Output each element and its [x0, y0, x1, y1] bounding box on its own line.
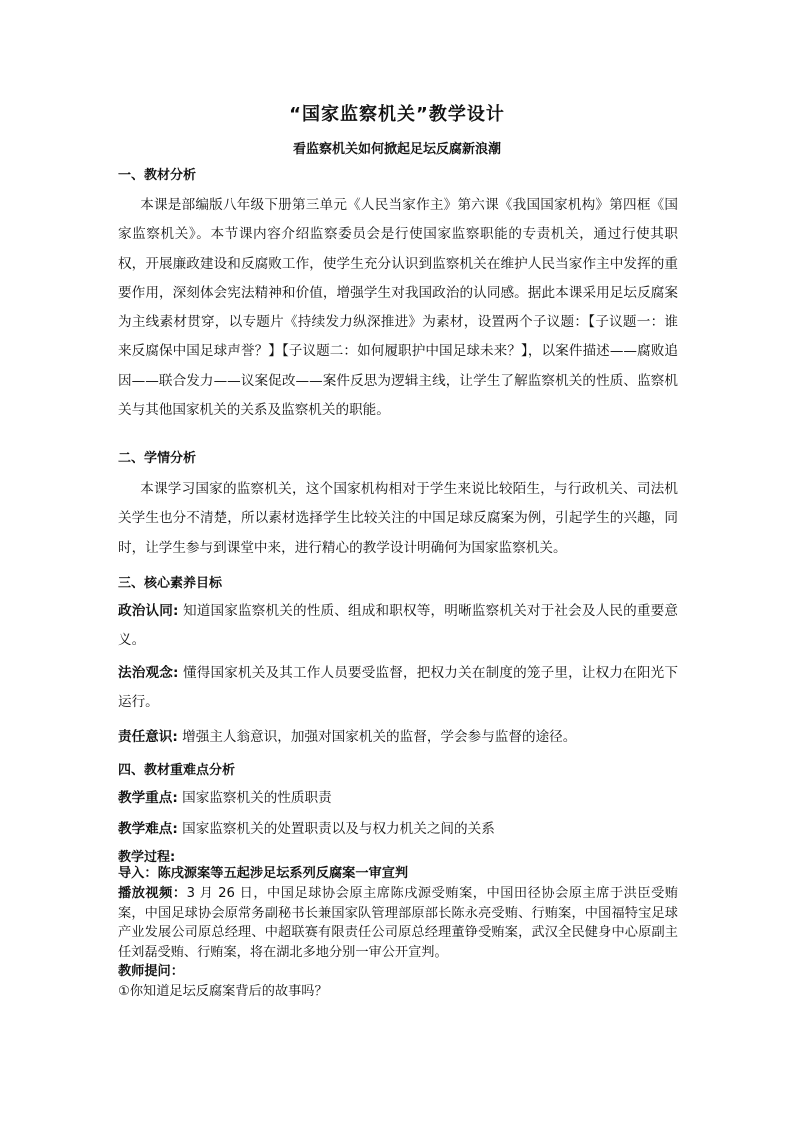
goal-political-identity: [118, 597, 678, 656]
learner-analysis-text: 本课学习国家的监察机关，这个国家机构相对于学生来说比较陌生，与行政机关、司法机关学生也分不清楚，所以素材选择学生比较关注的中国足球反腐案为例，引起学生的兴趣，同时，让学生参与到课堂中来，进行精心的教学设计明确何为国家监察机关。: [118, 481, 678, 556]
goal-text: 懂得国家机关及其工作人员要受监督，把权力关在制度的笼子里，让权力在阳光下运行。: [118, 665, 678, 711]
teaching-difficulty: [118, 815, 678, 844]
goal-rule-of-law: [118, 659, 678, 718]
learner-analysis-paragraph: [118, 475, 678, 563]
textbook-analysis-text: 本课是部编版八年级下册第三单元《人民当家作主》第六课《我国国家机构》第四框《国家监察机关》。本节课内容介绍监察委员会是行使国家监察职能的专责机关，通过行使其职权，开展廉政建设和反腐败工作，使学生充分认识到监察机关在维护人民当家作主中发挥的重要作用，深刻体会宪法精神和价值，增强学生对我国政治的认同感。据此本课采用足坛反腐案为主线素材贯穿，以专题片《持续发力纵深推进》为素材，设置两个子议题：【子议题一：谁来反腐保中国足球声誉？】【子议题二：如何履职护中国足球未来？】，以案件描述——腐败追因——联合发力——议案促改——案件反思为逻辑主线，让学生了解监察机关的性质、监察机关与其他国家机关的关系及监察机关的职能。: [118, 197, 678, 419]
section-heading-key-difficulty: 四、教材重难点分析: [118, 763, 236, 778]
goal-responsibility: [118, 723, 678, 752]
difficulty-label: 教学难点:: [118, 821, 178, 837]
question-item: ①你知道足坛反腐案背后的故事吗？: [118, 984, 328, 999]
page-title: “国家监察机关”教学设计: [289, 104, 505, 125]
teaching-process-heading: 教学过程:: [118, 850, 176, 865]
difficulty-text: 国家监察机关的处置职责以及与权力机关之间的关系: [177, 821, 495, 837]
page-subtitle: 看监察机关如何掀起足坛反腐新浪潮: [292, 142, 501, 157]
video-text: 3 月 26 日，中国足球协会原主席陈戌源受贿案，中国田径协会原主席于洪臣受贿案，中国足球协会原常务副秘书长兼国家队管理部原部长陈永亮受贿、行贿案，中国福特宝足球产业发展公司原总经理、中超联赛有限责任公司原总经理董铮受贿案，武汉全民健身中心原副主任刘磊受贿、行贿案，将在湖北多地分别一审公开宣判。: [118, 886, 678, 960]
video-paragraph: [118, 884, 678, 962]
textbook-analysis-paragraph: [118, 191, 678, 425]
goal-text: 增强主人翁意识，加强对国家机关的监督，学会参与监督的途径。: [177, 729, 577, 745]
teacher-question-label: 教师提问：: [118, 964, 184, 979]
video-label: 播放视频：: [118, 886, 187, 901]
teaching-key-point: [118, 784, 678, 813]
intro-line: [118, 864, 678, 884]
goal-label: 责任意识:: [118, 729, 178, 745]
goal-label: 法治观念:: [118, 665, 179, 681]
key-point-label: 教学重点:: [118, 790, 178, 806]
intro-text: 陈戌源案等五起涉足坛系列反腐案一审宣判: [157, 866, 409, 881]
intro-label: 导入：: [118, 866, 158, 881]
key-point-text: 国家监察机关的性质职责: [177, 790, 332, 806]
goal-label: 政治认同:: [118, 603, 179, 619]
section-heading-learner-analysis: 二、学情分析: [118, 451, 197, 466]
section-heading-core-literacy: 三、核心素养目标: [118, 576, 223, 591]
section-heading-textbook-analysis: 一、教材分析: [118, 168, 197, 183]
goal-text: 知道国家监察机关的性质、组成和职权等，明晰监察机关对于社会及人民的重要意义。: [118, 603, 678, 649]
